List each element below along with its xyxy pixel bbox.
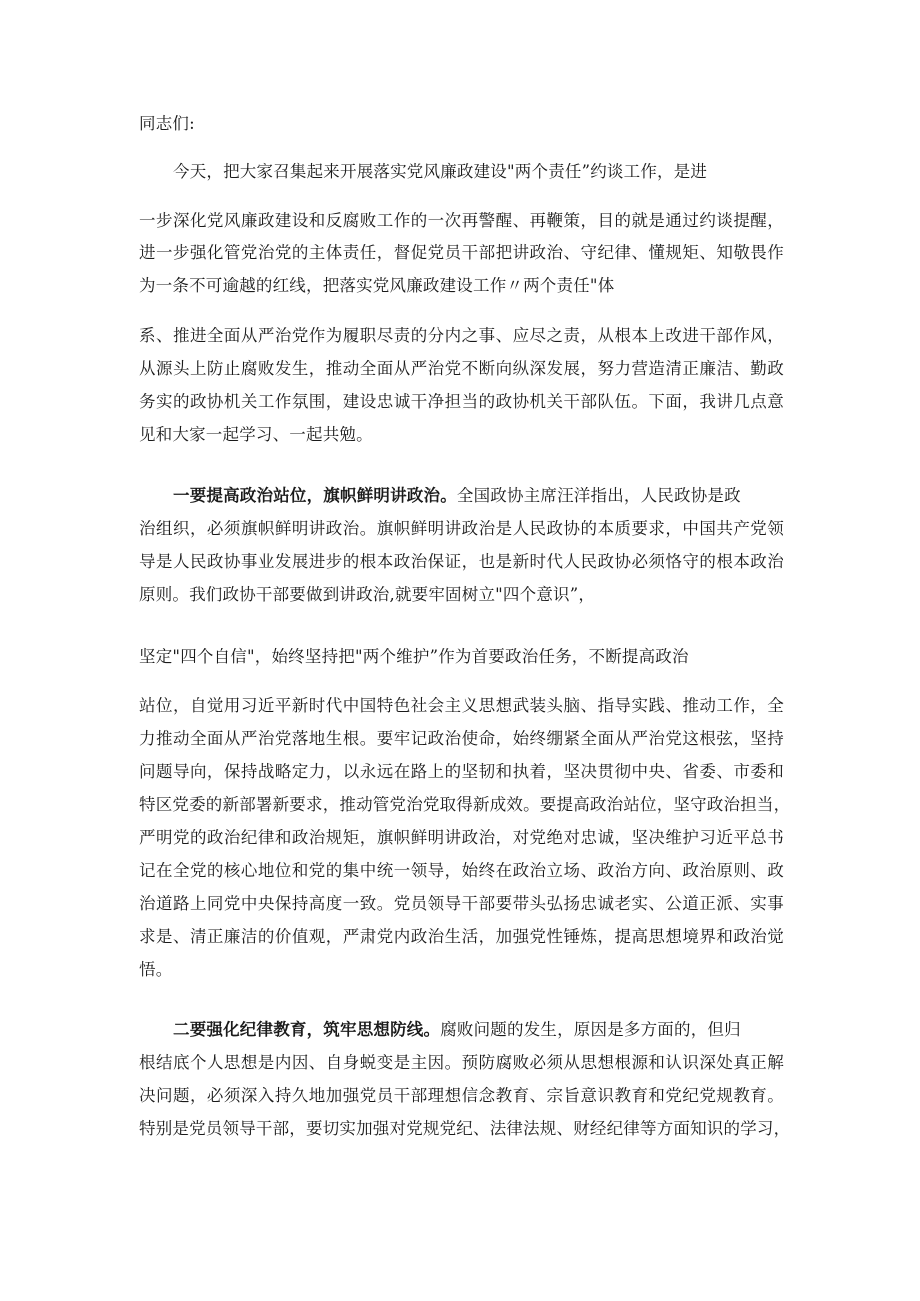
section1-heading: 一要提高政治站位，旗帜鲜明讲政治。	[173, 486, 457, 505]
section2-line: 决问题，必须深入持久地加强党员干部理想信念教育、宗旨意识教育和党纪党规教育。	[139, 1086, 784, 1105]
section2-heading: 二要强化纪律教育，筑牢思想防线。	[173, 1020, 441, 1039]
intro-line: 系、推进全面从严治党作为履职尽责的分内之事、应尽之责，从根本上改进干部作风，	[139, 326, 784, 345]
section1-line: 治组织，必须旗帜鲜明讲政治。旗帜鲜明讲政治是人民政协的本质要求，中国共产党领	[139, 519, 784, 538]
intro-line: 从源头上防止腐败发生，推动全面从严治党不断向纵深发展，努力营造清正廉洁、勤政	[139, 359, 784, 378]
section1-line: 记在全党的核心地位和党的集中统一领导，始终在政治立场、政治方向、政治原则、政	[139, 861, 784, 880]
section1-line: 原则。我们政协干部要做到讲政治,就要牢固树立"四个意识”，	[139, 585, 596, 604]
section2-first-line	[173, 1018, 741, 1042]
section1-line: 站位，自觉用习近平新时代中国特色社会主义思想武装头脑、指导实践、推动工作，全	[139, 696, 784, 715]
intro-line: 务实的政协机关工作氛围，建设忠诚干净担当的政协机关干部队伍。下面，我讲几点意	[139, 392, 784, 411]
section1-line: 特区党委的新部署新要求，推动管党治党取得新成效。要提高政治站位，坚守政治担当，	[139, 795, 791, 814]
section2-line: 特别是党员领导干部，要切实加强对党规党纪、法律法规、财经纪律等方面知识的学习，	[139, 1119, 791, 1138]
section1-line: 求是、清正廉洁的价值观，严肃党内政治生活，加强党性锤炼，提高思想境界和政治觉	[139, 927, 784, 946]
section1-line: 导是人民政协事业发展进步的根本政治保证，也是新时代人民政协必须恪守的根本政治	[139, 552, 784, 571]
section1-line: 坚定"四个自信"，始终坚持把"两个维护”作为首要政治任务，不断提高政治	[139, 647, 689, 666]
section1-first-line	[173, 484, 741, 508]
intro-line: 今天，把大家召集起来开展落实党风廉政建设"两个责任”约谈工作，是进	[173, 162, 708, 181]
section1-line: 力推动全面从严治党落地生根。要牢记政治使命，始终绷紧全面从严治党这根弦，坚持	[139, 729, 784, 748]
section1-first-line-text: 全国政协主席汪洋指出，人民政协是政	[456, 486, 741, 505]
section1-line: 治道路上同党中央保持高度一致。党员领导干部要带头弘扬忠诚老实、公道正派、实事	[139, 894, 784, 913]
intro-line: 见和大家一起学习、一起共勉。	[139, 425, 373, 444]
salutation: 同志们:	[139, 114, 195, 133]
section1-line: 问题导向，保持战略定力，以永远在路上的坚韧和执着，坚决贯彻中央、省委、市委和	[139, 762, 784, 781]
section1-line: 悟。	[139, 960, 173, 979]
section1-line: 严明党的政治纪律和政治规矩，旗帜鲜明讲政治，对党绝对忠诚，坚决维护习近平总书	[139, 828, 784, 847]
intro-line: 一步深化党风廉政建设和反腐败工作的一次再警醒、再鞭策，目的就是通过约谈提醒，	[139, 211, 784, 230]
section2-first-line-text: 腐败问题的发生，原因是多方面的，但归	[440, 1020, 741, 1039]
section2-line: 根结底个人思想是内因、自身蜕变是主因。预防腐败必须从思想根源和认识深处真正解	[139, 1053, 784, 1072]
intro-line: 为一条不可逾越的红线，把落实党风廉政建设工作〃两个责任"体	[139, 276, 615, 295]
intro-line: 进一步强化管党治党的主体责任，督促党员干部把讲政治、守纪律、懂规矩、知敬畏作	[139, 243, 784, 262]
